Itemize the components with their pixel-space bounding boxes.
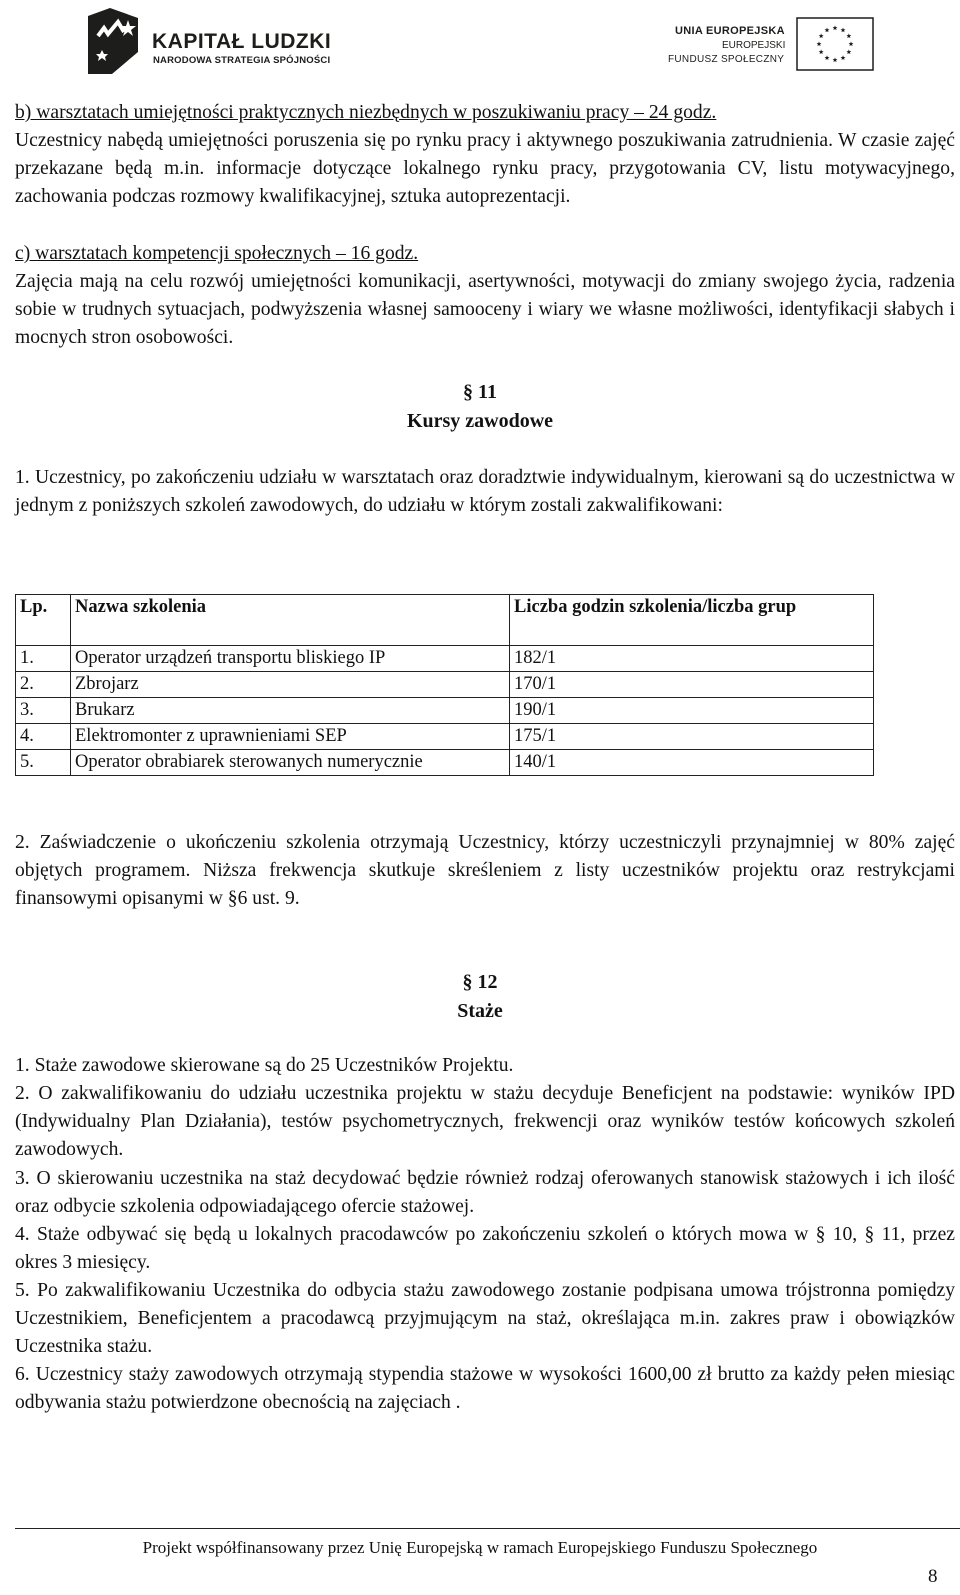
table-cell: Elektromonter z uprawnieniami SEP	[71, 724, 510, 750]
eu-logo-line1: UNIA EUROPEJSKA	[675, 25, 785, 37]
section-b-body: Uczestnicy nabędą umiejętności poruszenia się po rynku pracy i aktywnego poszukiwania zatrudnienia. W czasie zajęć przekazane będą m.in. informacje dotyczące lokalnego rynku pracy, przygotowania CV, listu motywacyjnego, zachowania podczas rozmowy kwalifikacyjnej, sztuka autoprezentacji.	[15, 130, 955, 208]
table-cell: 1.	[16, 646, 71, 672]
eu-logo-line3: FUNDUSZ SPOŁECZNY	[668, 54, 785, 65]
table-row	[16, 672, 874, 698]
par12-item-1: 1. Staże zawodowe skierowane są do 25 Uczestników Projektu.	[15, 1055, 514, 1076]
table-cell: 2.	[16, 672, 71, 698]
footer-text: Projekt współfinansowany przez Unię Europejską w ramach Europejskiego Funduszu Społecznego	[142, 1538, 818, 1557]
par11-paragraph-1: 1. Uczestnicy, po zakończeniu udziału w warsztatach oraz doradztwie indywidualnym, kierowani są do uczestnictwa w jednym z poniższych szkoleń zawodowych, do udziału w którym zostali zakwalifikowani:	[15, 467, 955, 517]
par12-item-4: 4. Staże odbywać się będą u lokalnych pracodawców po zakończeniu szkoleń o których mowa w § 10, § 11, przez okres 3 miesięcy.	[15, 1224, 955, 1274]
table-row	[16, 750, 874, 776]
table-cell: 182/1	[510, 646, 874, 672]
table-header-row	[16, 595, 874, 646]
table-header-cell: Nazwa szkolenia	[71, 595, 510, 646]
par12-item-3: 3. O skierowaniu uczestnika na staż decydować będzie również rodzaj oferowanych stanowisk stażowych i ich ilość oraz odbycie szkolenia odpowiadającego ofercie stażowej.	[15, 1168, 955, 1218]
table-cell: Zbrojarz	[71, 672, 510, 698]
par11-title: Kursy zawodowe	[406, 410, 554, 432]
eu-logo-line2: EUROPEJSKI	[722, 40, 786, 51]
table-cell: 170/1	[510, 672, 874, 698]
par12-number: § 12	[462, 971, 498, 993]
table-cell: Brukarz	[71, 698, 510, 724]
section-b-heading: b) warsztatach umiejętności praktycznych niezbędnych w poszukiwaniu pracy – 24 godz.	[15, 102, 717, 123]
table-cell: Operator obrabiarek sterowanych numerycznie	[71, 750, 510, 776]
footer-divider	[15, 1528, 960, 1529]
par11-paragraph-2: 2. Zaświadczenie o ukończeniu szkolenia otrzymają Uczestnicy, którzy uczestniczyli przynajmniej w 80% zajęć objętych programem. Niższa frekwencja skutkuje skreśleniem z listy uczestników projektu oraz restrykcjami finansowymi opisanymi w §6 ust. 9.	[15, 832, 955, 910]
page-number: 8	[928, 1566, 938, 1587]
par12-item-6: 6. Uczestnicy staży zawodowych otrzymają stypendia stażowe w wysokości 1600,00 zł brutto za każdy pełen miesiąc odbywania stażu potwierdzone obecnością na zajęciach .	[15, 1364, 955, 1414]
training-table	[15, 594, 874, 776]
table-cell: 190/1	[510, 698, 874, 724]
par12-title: Staże	[457, 1000, 503, 1022]
par11-number: § 11	[463, 381, 497, 403]
eu-flag-icon	[796, 17, 874, 71]
section-c-heading: c) warsztatach kompetencji społecznych – 16 godz.	[15, 243, 419, 264]
section-c-body: Zajęcia mają na celu rozwój umiejętności komunikacji, asertywności, motywacji do zmiany swojego życia, radzenia sobie w trudnych sytuacjach, podwyższenia własnej samooceny i wiary we własne możliwości, identyfikacji słabych i mocnych stron osobowości.	[15, 271, 955, 349]
table-cell: 5.	[16, 750, 71, 776]
table-row	[16, 724, 874, 750]
table-header-cell: Lp.	[16, 595, 71, 646]
table-cell: 140/1	[510, 750, 874, 776]
logo-subtitle: NARODOWA STRATEGIA SPÓJNOŚCI	[153, 55, 331, 66]
table-cell: Operator urządzeń transportu bliskiego IP	[71, 646, 510, 672]
par12-item-5: 5. Po zakwalifikowaniu Uczestnika do odbycia stażu zawodowego zostanie podpisana umowa trójstronna pomiędzy Uczestnikiem, Beneficjentem a pracodawcą przyjmującym na staż, określająca m.in. zakres praw i obowiązków Uczestnika stażu.	[15, 1280, 955, 1358]
par12-item-2: 2. O zakwalifikowaniu do udziału uczestnika projektu w stażu decyduje Beneficjent na podstawie: wyników IPD (Indywidualny Plan Działania), testów psychometrycznych, frekwencji oraz wyników testów końcowych szkoleń zawodowych.	[15, 1083, 955, 1161]
logo-title: KAPITAŁ LUDZKI	[152, 30, 332, 53]
table-cell: 4.	[16, 724, 71, 750]
table-header-cell: Liczba godzin szkolenia/liczba grup	[510, 595, 874, 646]
table-row	[16, 646, 874, 672]
table-row	[16, 698, 874, 724]
table-cell: 175/1	[510, 724, 874, 750]
table-cell: 3.	[16, 698, 71, 724]
